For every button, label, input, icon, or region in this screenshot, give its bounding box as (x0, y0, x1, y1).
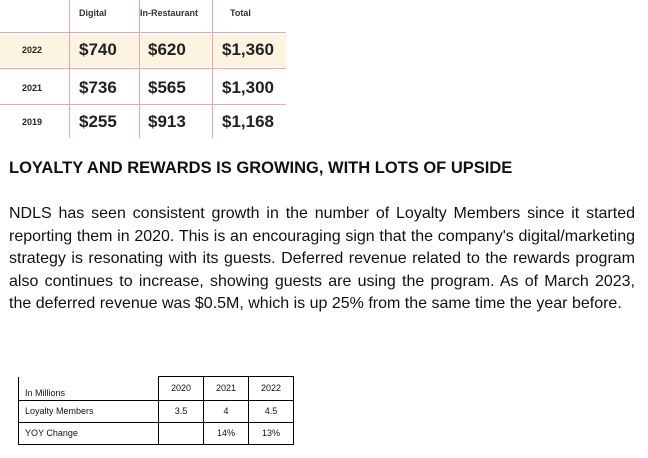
row-year: 2019 (22, 117, 43, 127)
cell-value: 3.5 (159, 400, 204, 422)
column-header-total: Total (230, 8, 251, 18)
cell-value: 14% (204, 422, 249, 444)
cell-value: 4 (204, 400, 249, 422)
total-value: $1,168 (222, 112, 274, 131)
year-header: 2021 (204, 377, 249, 401)
digital-value: $736 (79, 78, 117, 97)
column-divider (69, 0, 70, 138)
cell-value (159, 422, 204, 444)
loyalty-table (18, 376, 294, 445)
cell-value: 13% (249, 422, 294, 444)
total-value: $1,360 (222, 40, 274, 59)
row-label: Loyalty Members (19, 400, 159, 422)
column-divider (139, 0, 140, 138)
year-header: 2020 (159, 377, 204, 401)
table-row (19, 377, 294, 401)
row-label: YOY Change (19, 422, 159, 444)
table-divider (0, 32, 286, 33)
column-header-digital: Digital (79, 8, 107, 18)
in-restaurant-value: $565 (148, 78, 186, 97)
column-header-in-restaurant: In-Restaurant (140, 8, 199, 18)
year-header: 2022 (249, 377, 294, 401)
cell-value: 4.5 (249, 400, 294, 422)
table-divider (0, 68, 286, 69)
row-year: 2022 (22, 45, 43, 55)
digital-value: $740 (79, 40, 117, 59)
section-heading: LOYALTY AND REWARDS IS GROWING, WITH LOTS OF UPSIDE (9, 159, 513, 177)
in-restaurant-value: $913 (148, 112, 186, 131)
table-row (19, 422, 294, 444)
table-row (0, 105, 286, 137)
column-divider (212, 0, 213, 138)
table-row (0, 35, 286, 67)
table-row (19, 400, 294, 422)
table-row (0, 71, 286, 103)
digital-value: $255 (79, 112, 117, 131)
header-label: In Millions (19, 377, 159, 401)
body-paragraph: NDLS has seen consistent growth in the number of Loyalty Members since it started reporting them in 2020. This is an encouraging sign that the company's digital/marketing strategy is resonating with its guests. Deferred revenue related to the rewards program also continues to increase, showing guests are using the program. As of March 2023, the deferred revenue was $0.5M, which is up 25% from the same time the year before. (9, 205, 635, 313)
in-restaurant-value: $620 (148, 40, 186, 59)
row-year: 2021 (22, 83, 43, 93)
total-value: $1,300 (222, 78, 274, 97)
